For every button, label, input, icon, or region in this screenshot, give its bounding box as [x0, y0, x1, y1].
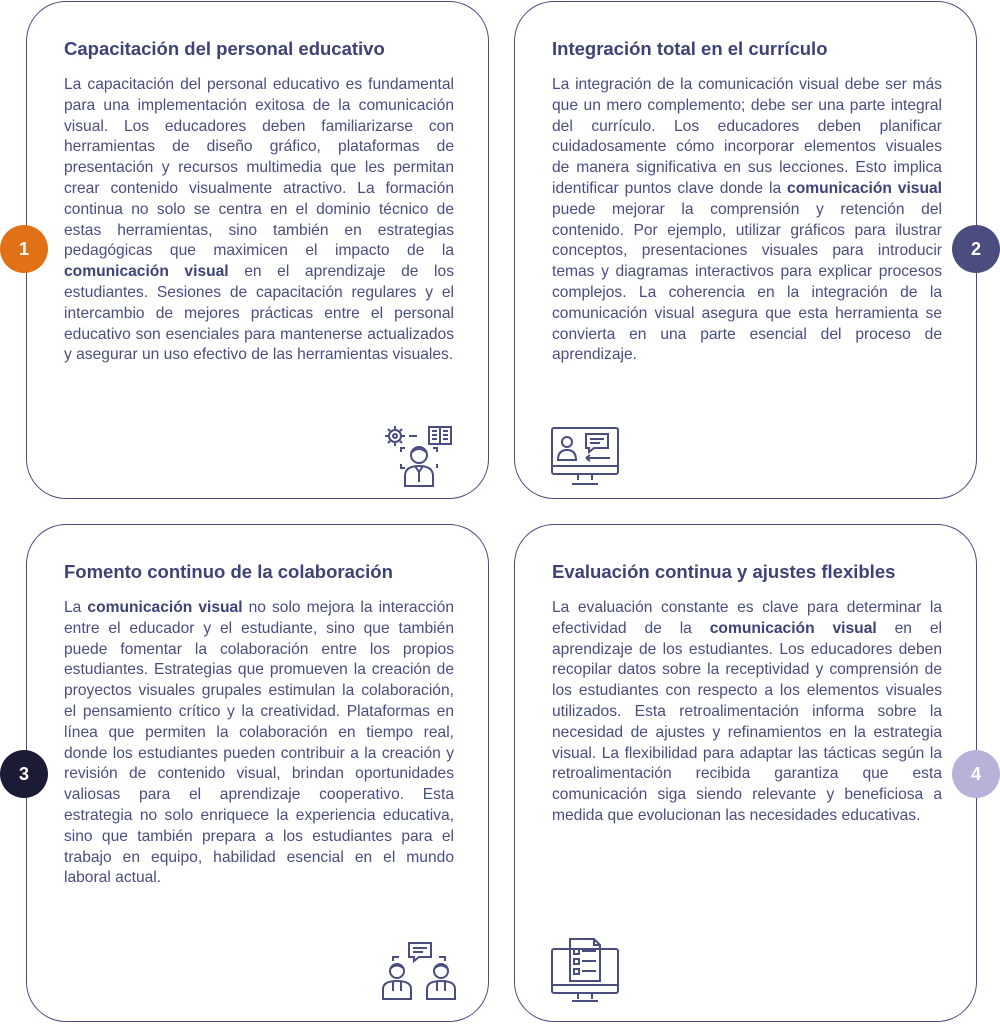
card-body: La integración de la comunicación visual debe ser más que un mero complemento; debe ser una parte integral del currículo. Los educadores deben planificar cuidadosamente cómo incorporar elementos visuales de manera significativa en sus lecciones. Esto implica identificar puntos clave donde la comunicación visual puede mejorar la comprensión y retención del contenido. Por ejemplo, utilizar gráficos para ilustrar conceptos, presentaciones visuales para introducir temas y diagramas interactivos para explicar procesos complejos. La coherencia en la integración de la comunicación visual asegura que esta herramienta se convierta en una parte esencial del proceso de aprendizaje.	[552, 76, 942, 364]
card-title: Fomento continuo de la colaboración	[64, 561, 393, 582]
card-evaluacion	[514, 524, 977, 1022]
card-body: La evaluación constante es clave para determinar la efectividad de la comunicación visual en el aprendizaje de los estudiantes. Los educadores deben recopilar datos sobre la receptividad y comprensión de los estudiantes con respecto a los elementos visuales utilizados. Esta retroalimentación informa sobre la necesidad de ajustes y refinamientos en la estrategia visual. La flexibilidad para adaptar las tácticas según la retroalimentación recibida garantiza que esta comunicación siga siendo relevante y beneficiosa a medida que evolucionan las necesidades educativas.	[552, 599, 943, 824]
card-body: La comunicación visual no solo mejora la interacción entre el educador y el estudiante, sino que también puede fomentar la colaboración entre los propios estudiantes. Estrategias que promueven la creación de proyectos visuales grupales estimulan la colaboración, el pensamiento crítico y la creatividad. Plataformas en línea que permiten la colaboración en tiempo real, donde los estudiantes pueden contribuir a la creación y revisión de contenido visual, brindan oportunidades valiosas para el aprendizaje cooperativo. Esta estrategia no solo enriquece la experiencia educativa, sino que también prepara a los estudiantes para el trabajo en equipo, habilidad esencial en el mundo laboral actual.	[64, 599, 454, 887]
teacher-training-icon	[383, 422, 455, 488]
step-badge-1: 1	[0, 225, 48, 273]
collaboration-icon	[379, 939, 461, 1001]
checklist-monitor-icon	[550, 937, 620, 1005]
card-title: Capacitación del personal educativo	[64, 38, 385, 59]
card-colaboracion	[26, 524, 489, 1022]
online-class-monitor-icon	[550, 426, 620, 490]
step-badge-2: 2	[952, 225, 1000, 273]
card-body: La capacitación del personal educativo es fundamental para una implementación exitosa de la comunicación visual. Los educadores deben familiarizarse con herramientas de diseño gráfico, plataformas de presentación y recursos multimedia que les permitan crear contenido visualmente atractivo. La formación continua no solo se centra en el dominio técnico de estas herramientas, sino también en estrategias pedagógicas que maximicen el impacto de la comunicación visual en el aprendizaje de los estudiantes. Sesiones de capacitación regulares y el intercambio de mejores prácticas entre el personal educativo son esenciales para mantenerse actualizados y asegurar un uso efectivo de las herramientas visuales.	[64, 76, 454, 364]
card-title: Integración total en el currículo	[552, 38, 828, 59]
step-badge-4: 4	[952, 750, 1000, 798]
step-badge-3: 3	[0, 750, 48, 798]
card-title: Evaluación continua y ajustes flexibles	[552, 561, 896, 582]
card-integracion	[514, 1, 977, 499]
card-capacitacion	[26, 1, 489, 499]
